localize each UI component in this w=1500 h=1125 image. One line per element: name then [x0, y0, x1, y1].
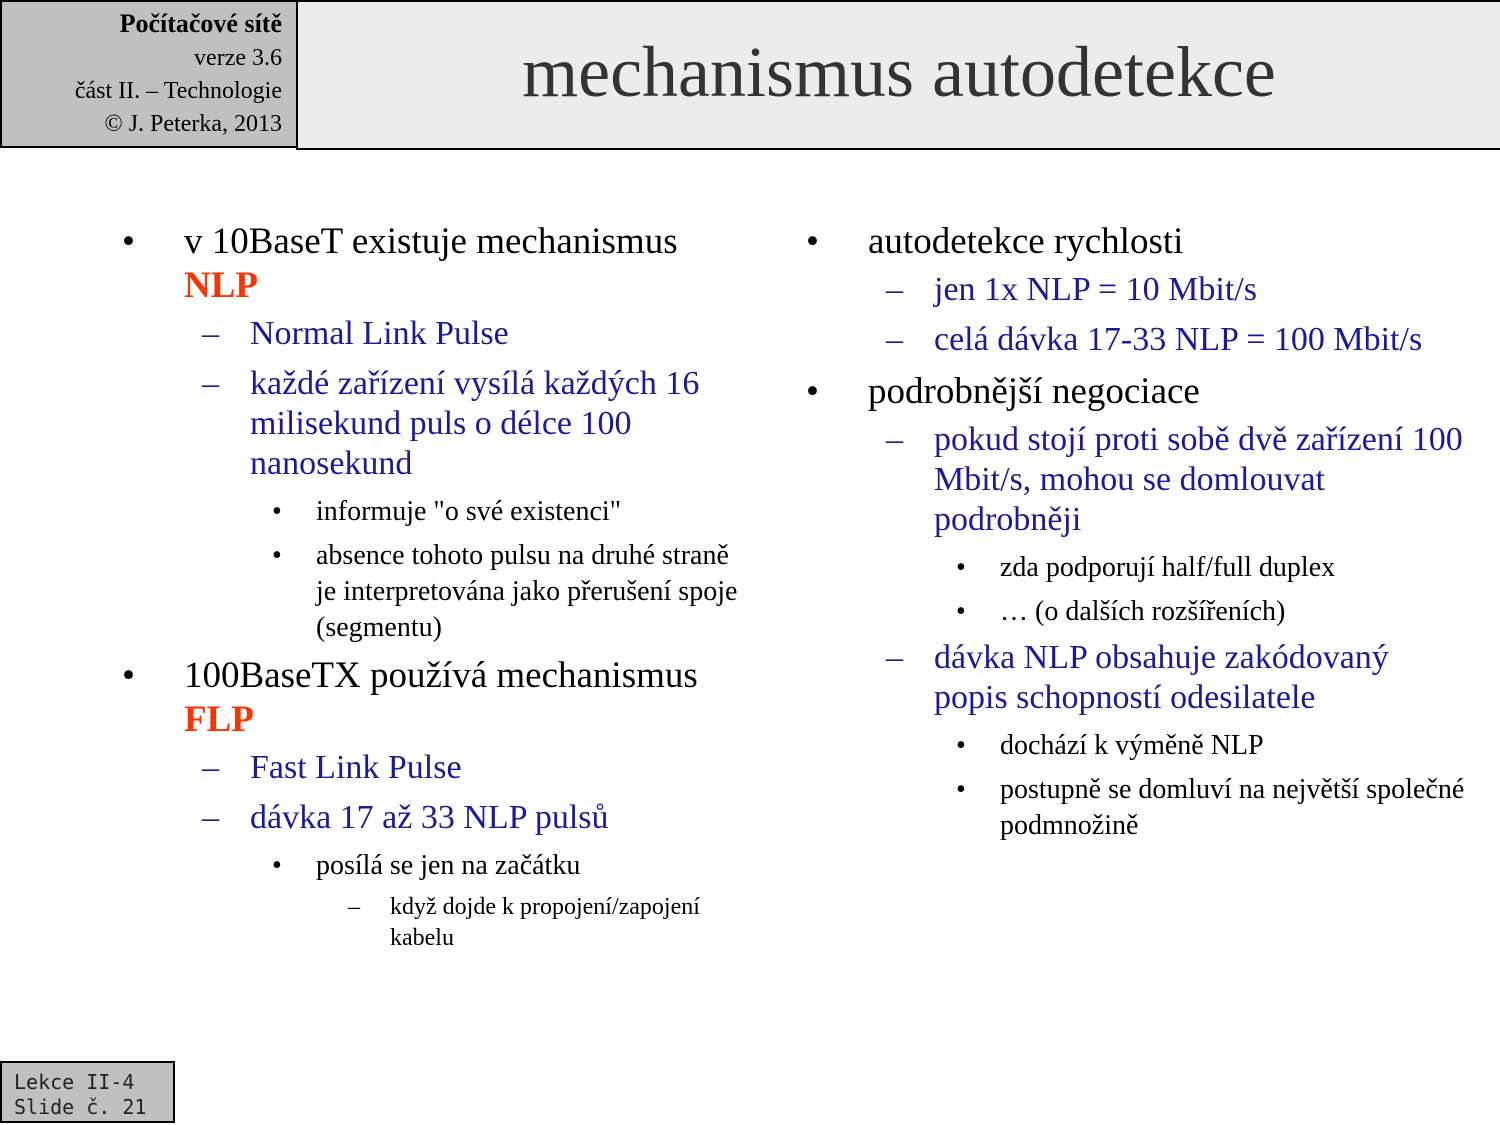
bullet-marker: • — [956, 552, 966, 583]
course-info-box — [0, 0, 298, 148]
lesson-label: Lekce II-4 — [14, 1070, 135, 1094]
bullet-marker: • — [806, 371, 819, 412]
point-item — [806, 728, 1466, 764]
course-copyright: © J. Peterka, 2013 — [104, 111, 282, 138]
point-text: posílá se jen na začátku — [316, 850, 581, 881]
point-item — [806, 594, 1466, 630]
subitem-text: Fast Link Pulse — [250, 749, 462, 786]
point-item — [122, 538, 742, 646]
dash-marker: – — [348, 894, 360, 920]
point-text: dochází k výměně NLP — [1000, 730, 1264, 761]
course-name: Počítačové sítě — [119, 9, 282, 38]
subitem-text: dávka NLP obsahuje zakódovaný popis schopností odesilatele — [934, 639, 1389, 716]
detail-item — [122, 892, 742, 954]
bullet-marker: • — [272, 496, 282, 527]
subitem — [122, 314, 742, 354]
bullet-item — [806, 370, 1466, 414]
slide-title: mechanismus autodetekce — [522, 32, 1276, 112]
dash-marker: – — [202, 315, 219, 352]
bullet-marker: • — [956, 774, 966, 805]
subitem-text: dávka 17 až 33 NLP pulsů — [250, 799, 609, 836]
dash-marker: – — [202, 365, 219, 402]
bullet-marker: • — [272, 850, 282, 881]
right-column — [806, 220, 1466, 852]
subitem-text: každé zařízení vysílá každých 16 milisekund puls o délce 100 nanosekund — [250, 365, 700, 482]
subitem — [122, 798, 742, 838]
dash-marker: – — [886, 321, 903, 358]
subitem — [806, 420, 1466, 540]
subitem-text: celá dávka 17-33 NLP = 100 Mbit/s — [934, 321, 1423, 358]
subitem — [806, 270, 1466, 310]
subitem — [122, 364, 742, 484]
point-text: … (o dalších rozšířeních) — [1000, 596, 1286, 627]
highlight-term: NLP — [184, 265, 258, 306]
bullet-marker: • — [122, 655, 135, 696]
subitem-text: Normal Link Pulse — [250, 315, 509, 352]
left-column — [122, 220, 742, 954]
bullet-marker: • — [956, 596, 966, 627]
point-text: postupně se domluví na největší společné podmnožině — [1000, 774, 1465, 841]
course-version: verze 3.6 — [194, 44, 282, 71]
bullet-marker: • — [956, 730, 966, 761]
point-item — [122, 848, 742, 884]
dash-marker: – — [886, 421, 903, 458]
bullet-item — [122, 220, 742, 308]
subitem — [806, 320, 1466, 360]
subitem-text: pokud stojí proti sobě dvě zařízení 100 Mbit/s, mohou se domlouvat podrobněji — [934, 421, 1463, 538]
title-bar — [296, 0, 1500, 150]
dash-marker: – — [202, 799, 219, 836]
course-part: část II. – Technologie — [74, 77, 282, 104]
slide-label: Slide č. 21 — [14, 1095, 147, 1119]
bullet-text: podrobnější negociace — [868, 371, 1200, 412]
detail-text: když dojde k propojení/zapojení kabelu — [390, 894, 700, 951]
bullet-marker: • — [272, 540, 282, 571]
subitem — [122, 748, 742, 788]
dash-marker: – — [886, 271, 903, 308]
highlight-term: FLP — [184, 699, 254, 740]
point-text: zda podporují half/full duplex — [1000, 552, 1336, 583]
subitem-text: jen 1x NLP = 10 Mbit/s — [934, 271, 1257, 308]
bullet-text: 100BaseTX používá mechanismus — [184, 655, 698, 696]
point-text: absence tohoto pulsu na druhé straně je interpretována jako přerušení spoje (segmentu) — [316, 540, 738, 643]
point-item — [122, 494, 742, 530]
bullet-item — [806, 220, 1466, 264]
bullet-marker: • — [122, 221, 135, 262]
point-text: informuje "o své existenci" — [316, 496, 622, 527]
bullet-item — [122, 654, 742, 742]
dash-marker: – — [202, 749, 219, 786]
bullet-marker: • — [806, 221, 819, 262]
slide-number-box — [0, 1061, 175, 1123]
bullet-text: v 10BaseT existuje mechanismus — [184, 221, 678, 262]
dash-marker: – — [886, 639, 903, 676]
bullet-text: autodetekce rychlosti — [868, 221, 1184, 262]
point-item — [806, 772, 1466, 844]
point-item — [806, 550, 1466, 586]
subitem — [806, 638, 1466, 718]
